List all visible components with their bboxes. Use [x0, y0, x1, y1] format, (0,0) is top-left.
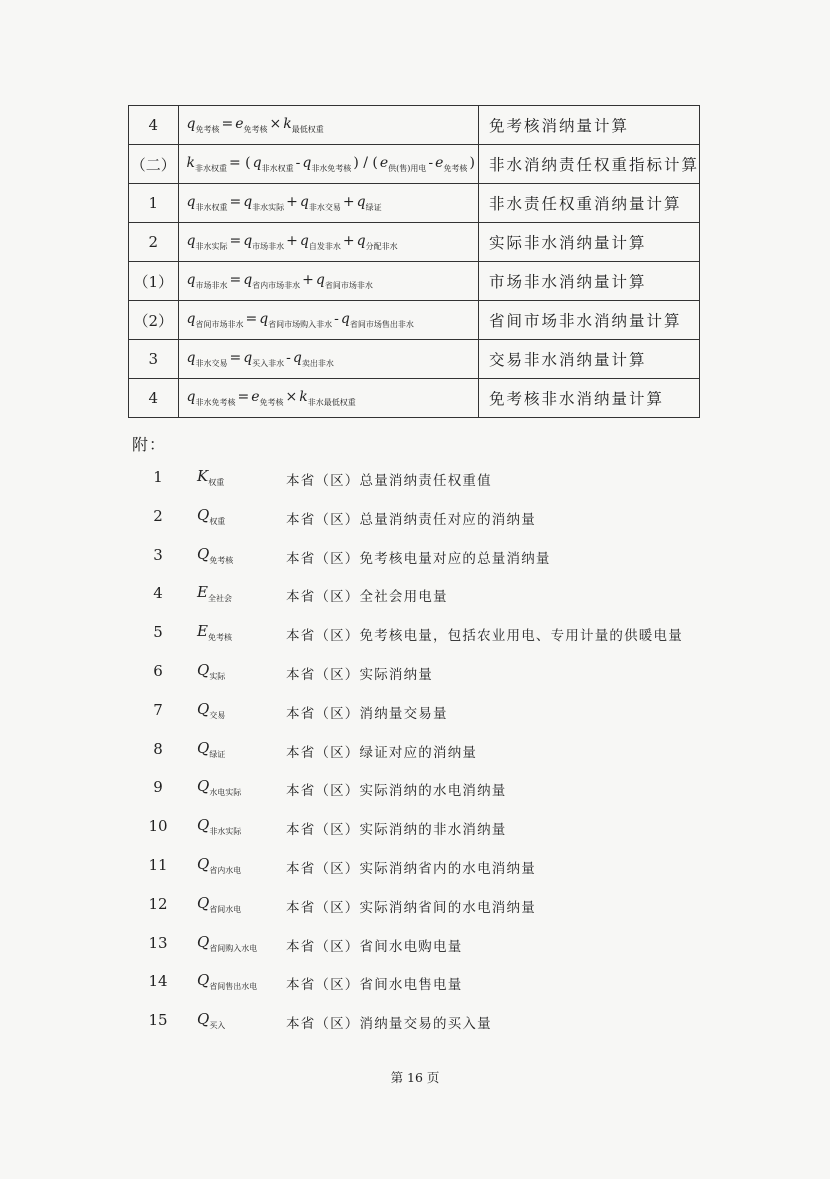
- appendix-description: 本省（区）消纳量交易的买入量: [286, 1016, 492, 1033]
- formula-operator: +: [302, 271, 314, 288]
- formula-description: 非水责任权重消纳量计算: [478, 184, 699, 223]
- formula-description: 交易非水消纳量计算: [478, 340, 699, 379]
- appendix-number: 15: [148, 1011, 168, 1030]
- formula-table-body: [129, 106, 700, 418]
- appendix-number: 10: [148, 817, 168, 836]
- formula-variable: $e_{供(售)用电}$: [379, 154, 427, 173]
- formula-operator: =: [221, 115, 234, 132]
- formula-variable: $q_{绿证}$: [356, 193, 382, 212]
- appendix-symbol: $Q_{非水实际}$: [197, 816, 242, 837]
- appendix-description: 本省（区）省间水电购电量: [286, 938, 463, 955]
- appendix-symbol: $Q_{省内水电}$: [197, 855, 242, 875]
- appendix-number: 5: [153, 623, 163, 642]
- formula-description: 实际非水消纳量计算: [478, 223, 699, 262]
- appendix-description: 本省（区）实际消纳的水电消纳量: [286, 783, 507, 800]
- appendix-description: 本省（区）免考核电量，包括农业用电、专用计量的供暖电量: [286, 628, 683, 645]
- appendix-item: [130, 933, 730, 955]
- appendix-symbol: $Q_{绿证}$: [197, 738, 226, 759]
- formula-variable: $e_{免考核}$: [251, 388, 284, 407]
- appendix-description: 本省（区）总量消纳责任权重值: [286, 473, 492, 489]
- formula-variable: $q_{市场非水}$: [243, 232, 285, 251]
- appendix-description: 本省（区）全社会用电量: [286, 589, 448, 606]
- appendix-description: 本省（区）实际消纳省内的水电消纳量: [286, 861, 536, 877]
- formula-variable: $q_{非水免考核}$: [186, 388, 236, 407]
- formula-table: [128, 105, 700, 418]
- formula-operator: = (: [228, 154, 251, 171]
- formula-variable: $k_{非水权重}$: [186, 154, 227, 173]
- appendix-symbol: $E_{免考核}$: [197, 622, 232, 643]
- formula-operator: =: [229, 232, 242, 249]
- appendix-symbol: $K_{权重}$: [197, 467, 225, 487]
- formula-description: 免考核非水消纳量计算: [478, 379, 699, 418]
- formula-row: [129, 301, 700, 340]
- appendix-symbol: $Q_{省间购入水电}$: [197, 932, 258, 953]
- appendix-symbol: $Q_{交易}$: [197, 699, 226, 720]
- appendix-item: [130, 661, 730, 683]
- appendix-item: [130, 700, 730, 722]
- appendix-symbol: $Q_{免考核}$: [197, 544, 234, 565]
- appendix-item: [130, 545, 730, 567]
- formula-operator: -: [428, 154, 434, 171]
- appendix-number: 14: [148, 972, 168, 991]
- appendix-item: [130, 622, 730, 644]
- formula-operator: ×: [285, 388, 298, 405]
- formula-row: [129, 184, 700, 223]
- formula-index: （2）: [129, 301, 179, 340]
- formula-variable: $q_{非水权重}$: [186, 193, 228, 212]
- appendix-number: 11: [148, 856, 168, 874]
- appendix-title: 附：: [132, 435, 167, 454]
- formula-row: [129, 340, 700, 379]
- appendix-symbol: $Q_{水电实际}$: [197, 777, 242, 798]
- formula-variable: $q_{省间市场购入非水}$: [259, 310, 333, 329]
- formula-variable: $q_{自发非水}$: [299, 232, 341, 251]
- formula-operator: =: [229, 271, 242, 288]
- formula-index: 4: [129, 379, 179, 418]
- formula-variable: $k_{最低权重}$: [283, 115, 324, 134]
- formula-expression: [178, 262, 478, 301]
- formula-operator: +: [342, 232, 355, 249]
- formula-operator: -: [295, 154, 301, 171]
- formula-variable: $q_{非水交易}$: [186, 349, 228, 368]
- appendix-number: 2: [153, 506, 163, 525]
- formula-variable: $k_{非水最低权重}$: [299, 388, 356, 407]
- appendix-description: 本省（区）消纳量交易量: [286, 705, 448, 722]
- formula-index: 1: [129, 184, 179, 223]
- formula-expression: [178, 106, 478, 145]
- appendix-item: [130, 971, 730, 993]
- appendix-item: [130, 467, 730, 489]
- appendix-symbol: $Q_{实际}$: [197, 661, 226, 681]
- appendix-item: [130, 506, 730, 528]
- appendix-description: 本省（区）绿证对应的消纳量: [286, 744, 478, 761]
- formula-operator: +: [286, 232, 298, 249]
- formula-variable: $q_{免考核}$: [186, 115, 220, 134]
- formula-operator: -: [286, 349, 291, 366]
- appendix-number: 8: [153, 739, 163, 758]
- appendix-item: [130, 816, 730, 838]
- appendix-number: 9: [153, 778, 163, 797]
- formula-variable: $e_{免考核}$: [435, 154, 468, 173]
- formula-variable: $q_{非水权重}$: [252, 154, 294, 173]
- appendix-number: 1: [153, 468, 163, 486]
- appendix-number: 7: [153, 700, 163, 719]
- formula-variable: $q_{市场非水}$: [186, 271, 228, 290]
- formula-variable: $q_{非水实际}$: [243, 193, 285, 212]
- appendix-number: 13: [148, 933, 168, 952]
- formula-row: [129, 379, 700, 418]
- formula-expression: [178, 379, 478, 418]
- appendix-description: 本省（区）省间水电售电量: [286, 977, 463, 994]
- formula-variable: $q_{非水实际}$: [186, 232, 228, 251]
- formula-description: 市场非水消纳量计算: [478, 262, 699, 301]
- formula-row: [129, 223, 700, 262]
- formula-operator: -: [334, 310, 339, 327]
- formula-variable: $q_{省间市场售出非水}$: [340, 310, 414, 329]
- formula-operator: =: [229, 349, 242, 366]
- appendix-symbol: $Q_{买入}$: [197, 1010, 226, 1031]
- formula-variable: $q_{省间市场非水}$: [315, 271, 373, 290]
- formula-index: （1）: [129, 262, 179, 301]
- formula-index: 2: [129, 223, 179, 262]
- formula-variable: $q_{非水免考核}$: [302, 154, 352, 173]
- formula-description: 非水消纳责任权重指标计算: [478, 145, 699, 184]
- formula-operator: =: [245, 310, 258, 327]
- formula-row: [129, 106, 700, 145]
- appendix-symbol: $Q_{省间售出水电}$: [197, 971, 258, 992]
- page-number: 第 16 页: [390, 1070, 440, 1085]
- formula-expression: [178, 184, 478, 223]
- appendix-item: [130, 855, 730, 877]
- formula-variable: $q_{买入非水}$: [243, 349, 285, 368]
- formula-operator: =: [229, 193, 242, 210]
- formula-expression: [178, 301, 478, 340]
- appendix-item: [130, 739, 730, 761]
- appendix-number: 3: [153, 545, 163, 564]
- formula-row: [129, 145, 700, 184]
- formula-variable: $q_{省内市场非水}$: [243, 271, 301, 290]
- formula-expression: [178, 145, 478, 184]
- formula-description: 免考核消纳量计算: [478, 106, 699, 145]
- formula-operator: ) / (: [353, 154, 378, 171]
- formula-operator: +: [342, 193, 355, 210]
- formula-index: 4: [129, 106, 179, 145]
- formula-variable: $q_{省间市场非水}$: [186, 310, 244, 329]
- appendix-symbol: $Q_{省间水电}$: [197, 893, 242, 914]
- appendix-item: [130, 894, 730, 916]
- formula-variable: $e_{免考核}$: [235, 115, 268, 134]
- appendix-item: [130, 583, 730, 605]
- appendix-number: 12: [148, 894, 168, 913]
- formula-expression: [178, 340, 478, 379]
- formula-variable: $q_{分配非水}$: [356, 232, 398, 251]
- formula-index: 3: [129, 340, 179, 379]
- appendix-description: 本省（区）实际消纳省间的水电消纳量: [286, 899, 536, 916]
- appendix-description: 本省（区）免考核电量对应的总量消纳量: [286, 550, 551, 567]
- appendix-symbol: $E_{全社会}$: [197, 583, 232, 604]
- formula-variable: $q_{非水交易}$: [299, 193, 341, 212]
- appendix-number: 4: [153, 584, 163, 603]
- formula-operator: ): [469, 154, 475, 171]
- formula-operator: =: [237, 388, 250, 405]
- formula-row: [129, 262, 700, 301]
- appendix-description: 本省（区）实际消纳的非水消纳量: [286, 822, 507, 839]
- appendix-description: 本省（区）总量消纳责任对应的消纳量: [286, 511, 536, 528]
- formula-description: 省间市场非水消纳量计算: [478, 301, 699, 340]
- formula-operator: +: [286, 193, 298, 210]
- appendix-description: 本省（区）实际消纳量: [286, 667, 433, 683]
- formula-index: （二）: [129, 145, 179, 184]
- appendix-item: [130, 777, 730, 799]
- appendix-symbol: $Q_{权重}$: [197, 505, 226, 526]
- appendix-number: 6: [153, 662, 163, 680]
- appendix-item: [130, 1010, 730, 1032]
- formula-variable: $q_{卖出非水}$: [292, 349, 334, 368]
- formula-expression: [178, 223, 478, 262]
- formula-operator: ×: [269, 115, 282, 132]
